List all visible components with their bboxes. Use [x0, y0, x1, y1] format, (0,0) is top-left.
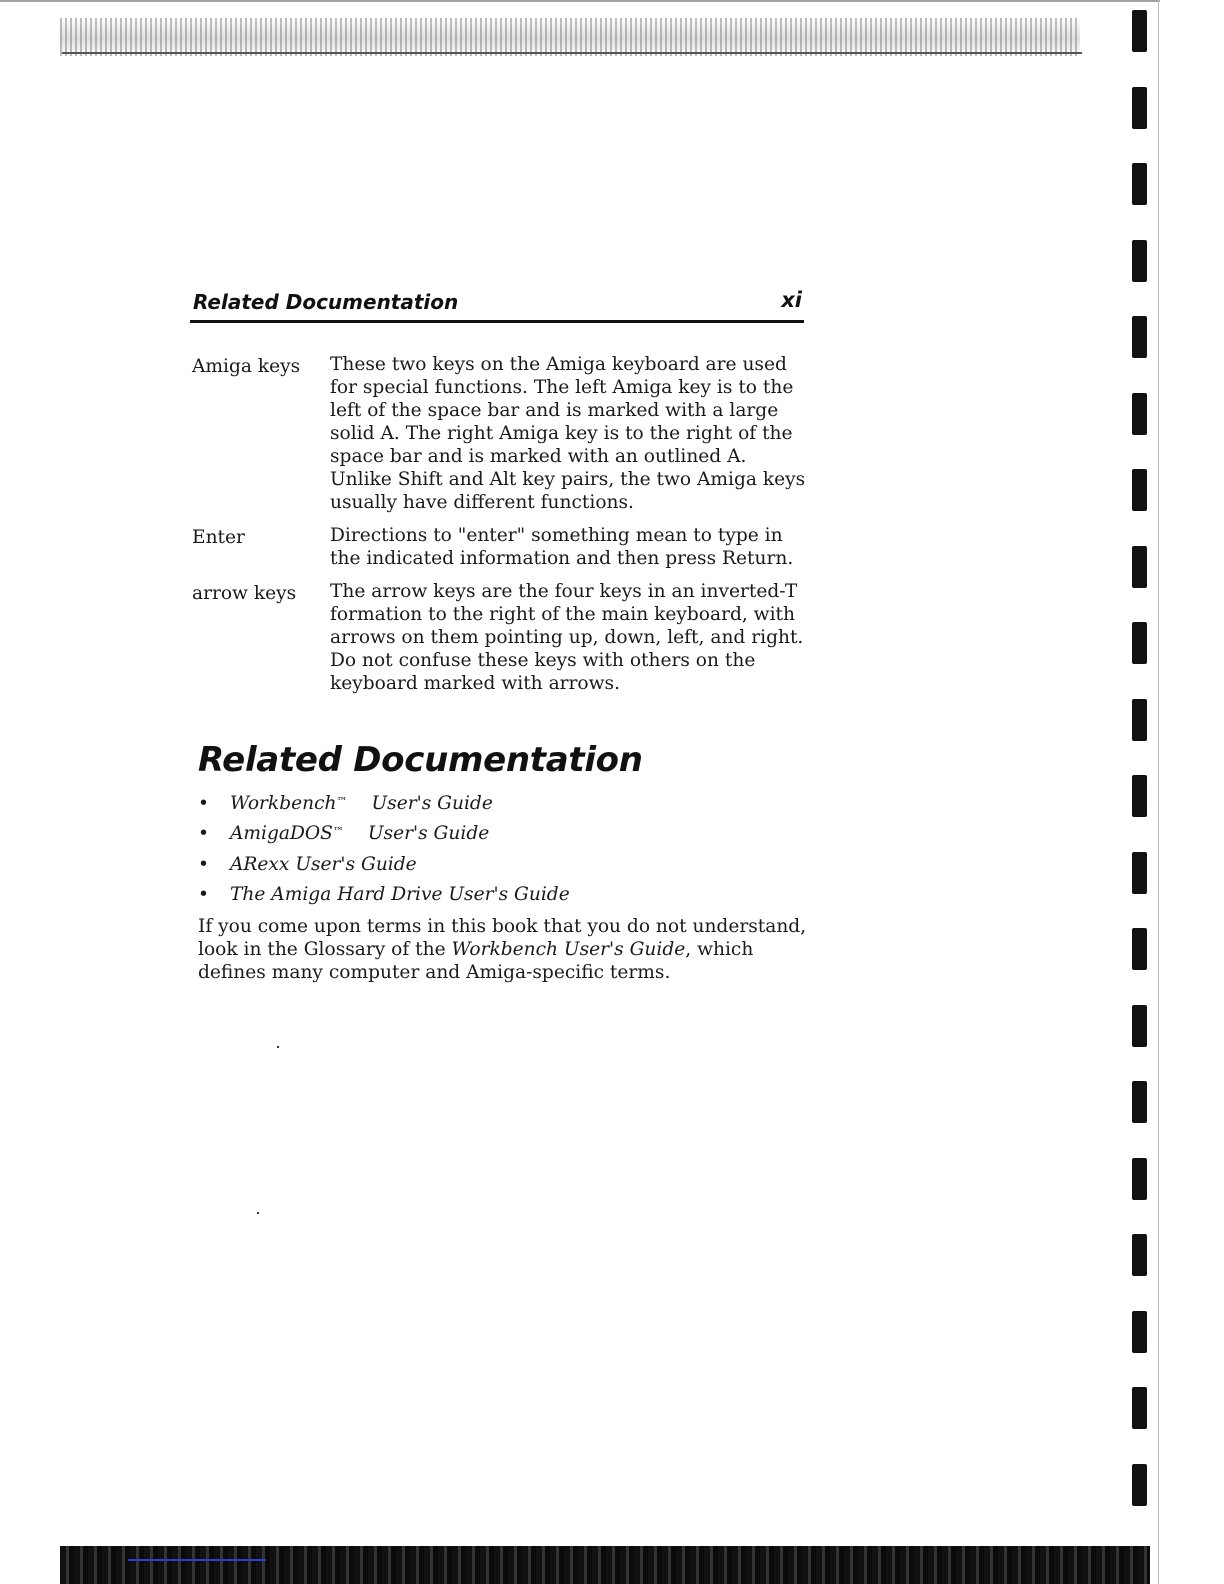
doc-title: Workbench: [230, 793, 337, 814]
scan-speck: [277, 1046, 279, 1048]
bullet-icon: •: [198, 823, 209, 845]
bullet-icon: •: [198, 853, 209, 875]
binding-hole: [1132, 1311, 1147, 1353]
glossary-reference: Workbench User's Guide: [451, 939, 686, 960]
running-head: [190, 288, 804, 323]
trademark-icon: ™: [332, 825, 344, 839]
page-right-edge: [1158, 0, 1159, 1584]
closing-text-before: If you come upon terms in this book that you do not understand, look in the Glossary of the: [198, 916, 807, 960]
term-entry: [192, 524, 812, 570]
binding-hole: [1132, 775, 1147, 817]
binding-hole: [1132, 1234, 1147, 1276]
binding-hole: [1132, 240, 1147, 282]
binding-hole: [1132, 1387, 1147, 1429]
scan-bottom-blue-mark: [128, 1559, 266, 1561]
scan-speck: [257, 1212, 259, 1214]
page-number: xi: [781, 288, 802, 312]
binding-hole: [1132, 163, 1147, 205]
binding-hole: [1132, 469, 1147, 511]
binding-hole: [1132, 1081, 1147, 1123]
doc-title: The Amiga Hard Drive User's Guide: [230, 883, 570, 905]
term-label: Amiga keys: [192, 356, 301, 377]
scan-top-rule: [62, 52, 1082, 54]
bullet-icon: •: [198, 793, 209, 814]
doc-title: ARexx User's Guide: [230, 853, 417, 875]
binding-hole: [1132, 928, 1147, 970]
term-entry: [192, 580, 812, 695]
term-label: Enter: [192, 527, 245, 548]
trademark-icon: ™: [336, 795, 348, 808]
scan-top-noise: [60, 18, 1080, 56]
doc-title: AmigaDOS: [230, 823, 333, 845]
binding-hole: [1132, 546, 1147, 588]
binding-hole: [1132, 622, 1147, 664]
term-definition: The arrow keys are the four keys in an inverted-T formation to the right of the main keyboard, with arrows on them pointing up, down, left, and right. Do not confuse these keys with others on the keyboard marked with arrows.: [330, 581, 804, 694]
closing-text-after: , which defines many computer and Amiga-specific terms.: [198, 939, 754, 983]
scan-top-edge: [0, 0, 1160, 2]
binding-hole: [1132, 393, 1147, 435]
section-title: Related Documentation: [198, 740, 643, 780]
bullet-icon: •: [198, 883, 209, 905]
binding-hole: [1132, 10, 1147, 52]
binding-hole: [1132, 1158, 1147, 1200]
binding-hole: [1132, 1464, 1147, 1506]
binding-hole: [1132, 1005, 1147, 1047]
term-list: [192, 353, 812, 705]
term-definition: Directions to "enter" something mean to type in the indicated information and then press Return.: [330, 525, 794, 569]
term-entry: [192, 353, 812, 514]
closing-paragraph: [198, 915, 808, 984]
doc-title-rest: User's Guide: [367, 823, 490, 845]
scan-bottom-band: [60, 1546, 1150, 1584]
binding-hole: [1132, 699, 1147, 741]
doc-title-rest: User's Guide: [371, 793, 493, 814]
running-head-title: Related Documentation: [193, 290, 459, 314]
binding-hole: [1132, 852, 1147, 894]
binding-hole: [1132, 316, 1147, 358]
term-label: arrow keys: [192, 583, 297, 604]
term-definition: These two keys on the Amiga keyboard are used for special functions. The left Amiga key is to the left of the space bar and is marked with a large solid A. The right Amiga key is to the right of the space bar and is marked with an outlined A. Unlike Shift and Alt key pairs, the two Amiga keys usually have different functions.: [330, 354, 806, 513]
binding-hole: [1132, 87, 1147, 129]
